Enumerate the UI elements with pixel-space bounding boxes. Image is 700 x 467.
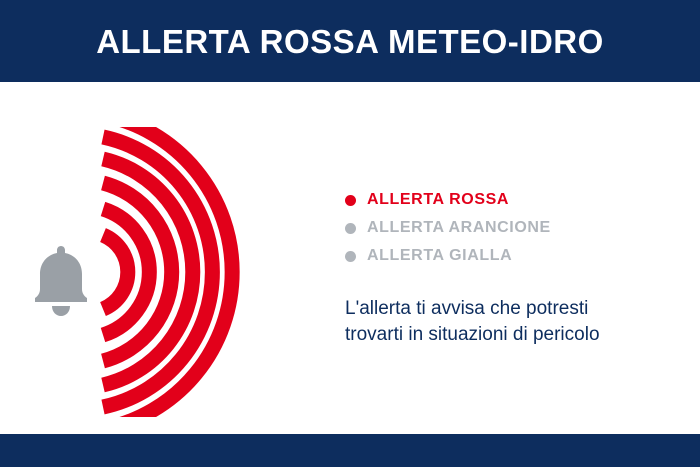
alert-description-line-2: trovarti in situazioni di pericolo [345, 324, 600, 346]
alert-waves-icon [95, 127, 345, 417]
legend-label-allerta-rossa: ALLERTA ROSSA [367, 191, 510, 208]
alert-description [345, 296, 675, 348]
legend-label-allerta-arancione: ALLERTA ARANCIONE [367, 219, 551, 236]
status-dot-yellow [345, 251, 356, 262]
alert-level-legend [345, 190, 675, 266]
page-title: ALLERTA ROSSA METEO-IDRO [96, 22, 604, 60]
legend-label-allerta-gialla: ALLERTA GIALLA [367, 247, 513, 264]
status-dot-orange [345, 223, 356, 234]
legend-item-allerta-arancione [345, 218, 675, 238]
status-dot-red [345, 195, 356, 206]
legend-item-allerta-gialla [345, 246, 675, 266]
alert-info-column [345, 190, 675, 348]
legend-item-allerta-rossa [345, 190, 675, 210]
poster-body [0, 82, 700, 434]
bell-icon [30, 242, 92, 320]
alert-description-line-1: L'allerta ti avvisa che potresti [345, 298, 589, 319]
footer-band [0, 434, 700, 467]
header-band [0, 0, 700, 82]
